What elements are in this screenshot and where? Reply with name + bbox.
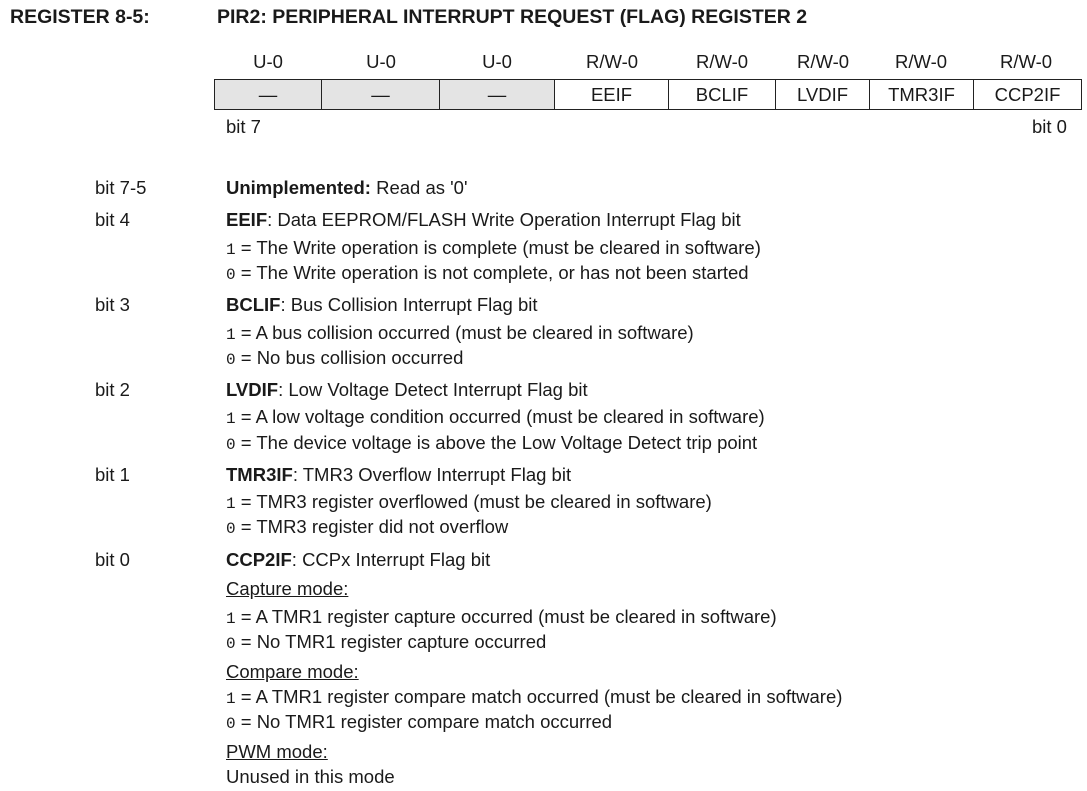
bit3-label: bit 3 bbox=[95, 294, 130, 315]
register-id: REGISTER 8-5: bbox=[10, 6, 150, 28]
bit2-zero-value: 0 bbox=[226, 436, 236, 454]
bit1-description bbox=[226, 464, 571, 486]
bit6-cell: — bbox=[322, 79, 440, 110]
bit2-access: R/W-0 bbox=[796, 51, 850, 72]
bit2-label: bit 2 bbox=[95, 379, 130, 400]
bit3-cell: BCLIF bbox=[669, 79, 776, 110]
bit2-one-value: 1 bbox=[226, 410, 236, 428]
capture-one-value: 1 bbox=[226, 610, 236, 628]
compare-mode-heading: Compare mode: bbox=[226, 661, 359, 682]
bit3-zero-line bbox=[226, 347, 463, 369]
capture-one-text: = A TMR1 register capture occurred (must be cleared in software) bbox=[235, 606, 777, 627]
capture-zero-value: 0 bbox=[226, 635, 236, 653]
bit75-name: Unimplemented: bbox=[226, 177, 371, 198]
bit3-access: R/W-0 bbox=[695, 51, 749, 72]
bit2-cell: LVDIF bbox=[776, 79, 870, 110]
bit5-access: U-0 bbox=[482, 51, 512, 72]
bit2-name: LVDIF bbox=[226, 379, 279, 400]
bit4-description bbox=[226, 209, 741, 231]
pwm-mode-text: Unused in this mode bbox=[226, 766, 395, 787]
lsb-label: bit 0 bbox=[1032, 116, 1067, 137]
bit4-one-value: 1 bbox=[226, 241, 236, 259]
bit5-cell: — bbox=[440, 79, 555, 110]
capture-zero-line bbox=[226, 631, 546, 653]
bit3-one-line bbox=[226, 322, 694, 344]
bit4-access: R/W-0 bbox=[585, 51, 639, 72]
bit1-name: TMR3IF bbox=[226, 464, 293, 485]
bit3-name: BCLIF bbox=[226, 294, 281, 315]
bit2-zero-line bbox=[226, 432, 757, 454]
compare-one-value: 1 bbox=[226, 690, 236, 708]
bit3-zero-value: 0 bbox=[226, 351, 236, 369]
bit7-access: U-0 bbox=[253, 51, 283, 72]
bit0-cell: CCP2IF bbox=[974, 79, 1082, 110]
bit3-one-text: = A bus collision occurred (must be cleared in software) bbox=[235, 322, 694, 343]
bit3-description bbox=[226, 294, 538, 316]
bit1-cell: TMR3IF bbox=[870, 79, 974, 110]
bit3-one-value: 1 bbox=[226, 326, 236, 344]
bit2-zero-text: = The device voltage is above the Low Voltage Detect trip point bbox=[235, 432, 758, 453]
bit7-cell: — bbox=[214, 79, 322, 110]
bit4-label: bit 4 bbox=[95, 209, 130, 230]
bit0-access: R/W-0 bbox=[999, 51, 1053, 72]
bit4-text: : Data EEPROM/FLASH Write Operation Interrupt Flag bit bbox=[267, 209, 741, 230]
compare-zero-line bbox=[226, 711, 612, 733]
compare-one-line bbox=[226, 686, 842, 708]
bit75-text: Read as '0' bbox=[370, 177, 468, 198]
bit0-description bbox=[226, 549, 490, 571]
bit2-one-line bbox=[226, 406, 765, 428]
bit1-zero-value: 0 bbox=[226, 520, 236, 538]
capture-zero-text: = No TMR1 register capture occurred bbox=[235, 631, 547, 652]
register-title: PIR2: PERIPHERAL INTERRUPT REQUEST (FLAG) REGISTER 2 bbox=[217, 6, 808, 28]
bit2-description bbox=[226, 379, 588, 401]
bit1-label: bit 1 bbox=[95, 464, 130, 485]
bit1-text: : TMR3 Overflow Interrupt Flag bit bbox=[292, 464, 572, 485]
bit3-text: : Bus Collision Interrupt Flag bit bbox=[280, 294, 538, 315]
bit4-zero-value: 0 bbox=[226, 266, 236, 284]
bit1-one-line bbox=[226, 491, 712, 513]
bit4-one-text: = The Write operation is complete (must be cleared in software) bbox=[235, 237, 761, 258]
capture-one-line bbox=[226, 606, 777, 628]
bit1-access: R/W-0 bbox=[894, 51, 948, 72]
capture-mode-heading: Capture mode: bbox=[226, 578, 349, 599]
bit4-one-line bbox=[226, 237, 761, 259]
msb-label: bit 7 bbox=[226, 116, 261, 137]
bit0-text: : CCPx Interrupt Flag bit bbox=[291, 549, 491, 570]
bit4-zero-text: = The Write operation is not complete, or has not been started bbox=[235, 262, 749, 283]
pwm-mode-heading: PWM mode: bbox=[226, 741, 328, 762]
bit0-label: bit 0 bbox=[95, 549, 130, 570]
bit2-one-text: = A low voltage condition occurred (must be cleared in software) bbox=[235, 406, 765, 427]
bit6-access: U-0 bbox=[366, 51, 396, 72]
bit75-description bbox=[226, 177, 467, 199]
compare-zero-value: 0 bbox=[226, 715, 236, 733]
bit1-zero-text: = TMR3 register did not overflow bbox=[235, 516, 509, 537]
bit4-zero-line bbox=[226, 262, 749, 284]
bit3-zero-text: = No bus collision occurred bbox=[235, 347, 464, 368]
bit0-name: CCP2IF bbox=[226, 549, 292, 570]
compare-one-text: = A TMR1 register compare match occurred (must be cleared in software) bbox=[235, 686, 843, 707]
compare-zero-text: = No TMR1 register compare match occurred bbox=[235, 711, 613, 732]
bit1-one-value: 1 bbox=[226, 495, 236, 513]
bit1-zero-line bbox=[226, 516, 508, 538]
bit1-one-text: = TMR3 register overflowed (must be cleared in software) bbox=[235, 491, 712, 512]
bit75-label: bit 7-5 bbox=[95, 177, 147, 198]
bit4-cell: EEIF bbox=[555, 79, 669, 110]
bit4-name: EEIF bbox=[226, 209, 268, 230]
bit2-text: : Low Voltage Detect Interrupt Flag bit bbox=[278, 379, 588, 400]
